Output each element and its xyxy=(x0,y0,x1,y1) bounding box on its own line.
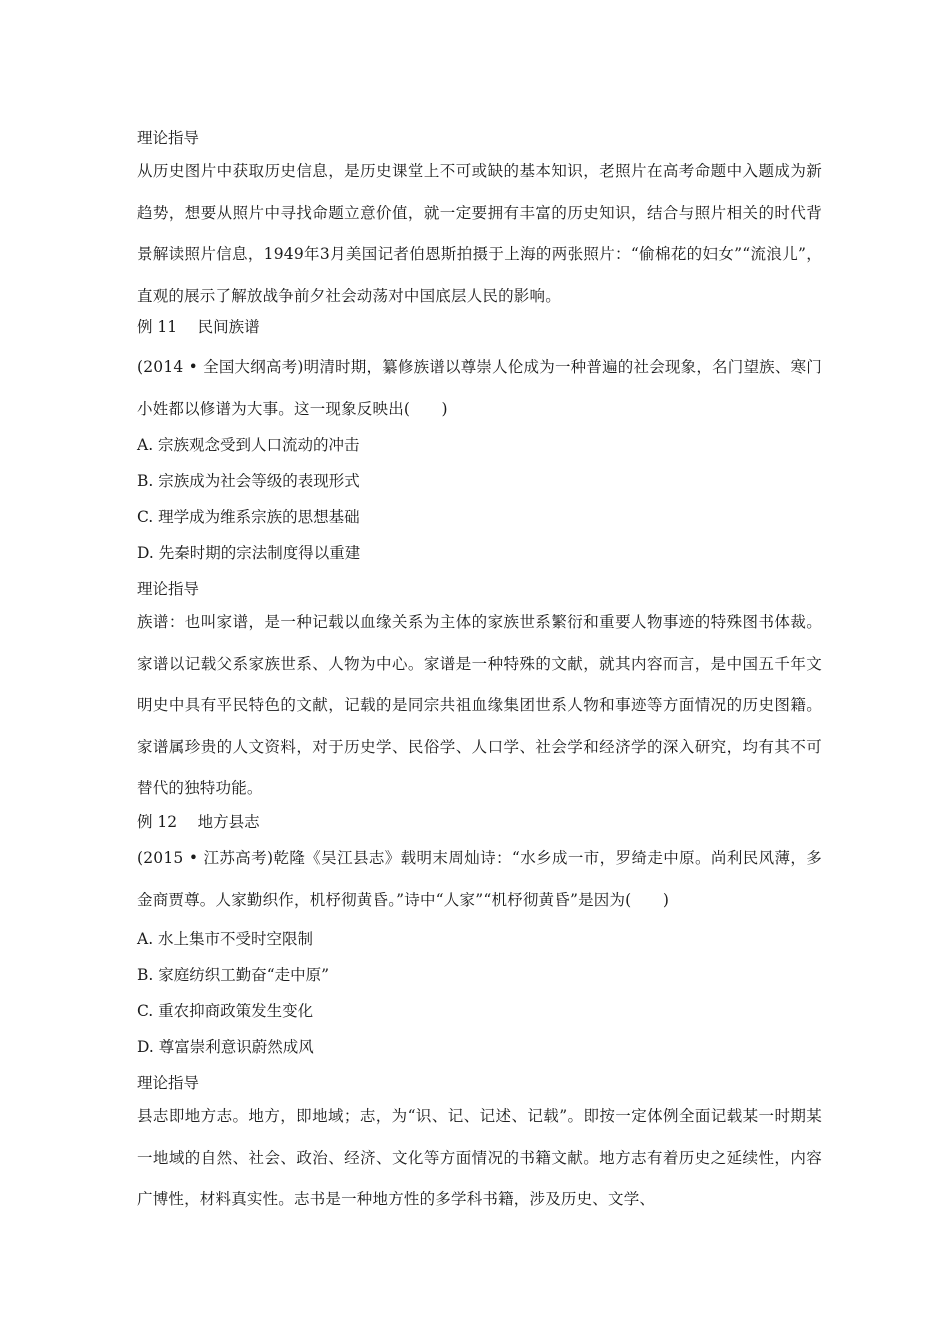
example-11-question-text: (2014 • 全国大纲高考)明清时期，纂修族谱以尊崇人伦成为一种普遍的社会现象，名门望族、寒门小姓都以修谱为大事。这一现象反映出( ) xyxy=(137,358,822,418)
example-12-title: 例 12 地方县志 xyxy=(137,813,260,831)
section-heading-guide-2: 理论指导 xyxy=(137,580,200,598)
example-11-option-b: B. 宗族成为社会等级的表现形式 xyxy=(137,472,360,490)
example-11-title: 例 11 民间族谱 xyxy=(137,318,260,336)
guide-2-text: 族谱：也叫家谱，是一种记载以血缘关系为主体的家族世系繁衍和重要人物事迹的特殊图书体裁。家谱以记载父系家族世系、人物为中心。家谱是一种特殊的文献，就其内容而言，是中国五千年文明史中具有平民特色的文献，记载的是同宗共祖血缘集团世系人物和事迹等方面情况的历史图籍。家谱属珍贵的人文资料，对于历史学、民俗学、人口学、社会学和经济学的深入研究，均有其不可替代的独特功能。 xyxy=(137,613,822,797)
example-11-option-a: A. 宗族观念受到人口流动的冲击 xyxy=(137,436,360,454)
example-11-option-c: C. 理学成为维系宗族的思想基础 xyxy=(137,508,360,526)
section-heading-guide-1: 理论指导 xyxy=(137,129,200,147)
example-12-option-d: D. 尊富崇利意识蔚然成风 xyxy=(137,1038,314,1056)
example-12-question-text: (2015 • 江苏高考)乾隆《吴江县志》载明末周灿诗：“水乡成一市，罗绮走中原。尚利民风薄，多金商贾尊。人家勤织作，机杼彻黄昏。”诗中“人家”“机杼彻黄昏”是因为( ) xyxy=(137,849,822,909)
example-12-option-a: A. 水上集市不受时空限制 xyxy=(137,930,314,948)
guide-2-paragraph xyxy=(137,602,822,810)
example-11-question xyxy=(137,347,822,430)
guide-3-text: 县志即地方志。地方，即地域；志，为“识、记、记述、记载”。即按一定体例全面记载某一时期某一地域的自然、社会、政治、经济、文化等方面情况的书籍文献。地方志有着历史之延续性，内容广博性，材料真实性。志书是一种地方性的多学科书籍，涉及历史、文学、 xyxy=(137,1107,822,1208)
section-heading-guide-3: 理论指导 xyxy=(137,1074,200,1092)
example-12-option-c: C. 重农抑商政策发生变化 xyxy=(137,1002,314,1020)
guide-1-text: 从历史图片中获取历史信息，是历史课堂上不可或缺的基本知识，老照片在高考命题中入题成为新趋势，想要从照片中寻找命题立意价值，就一定要拥有丰富的历史知识，结合与照片相关的时代背景解读照片信息，1949年3月美国记者伯恩斯拍摄于上海的两张照片：“偷棉花的妇女”“流浪儿”，直观的展示了解放战争前夕社会动荡对中国底层人民的影响。 xyxy=(137,162,822,305)
guide-3-paragraph xyxy=(137,1096,822,1221)
example-11-option-d: D. 先秦时期的宗法制度得以重建 xyxy=(137,544,361,562)
example-12-option-b: B. 家庭纺织工勤奋“走中原” xyxy=(137,966,330,984)
example-12-question xyxy=(137,838,822,921)
guide-1-paragraph xyxy=(137,151,822,317)
